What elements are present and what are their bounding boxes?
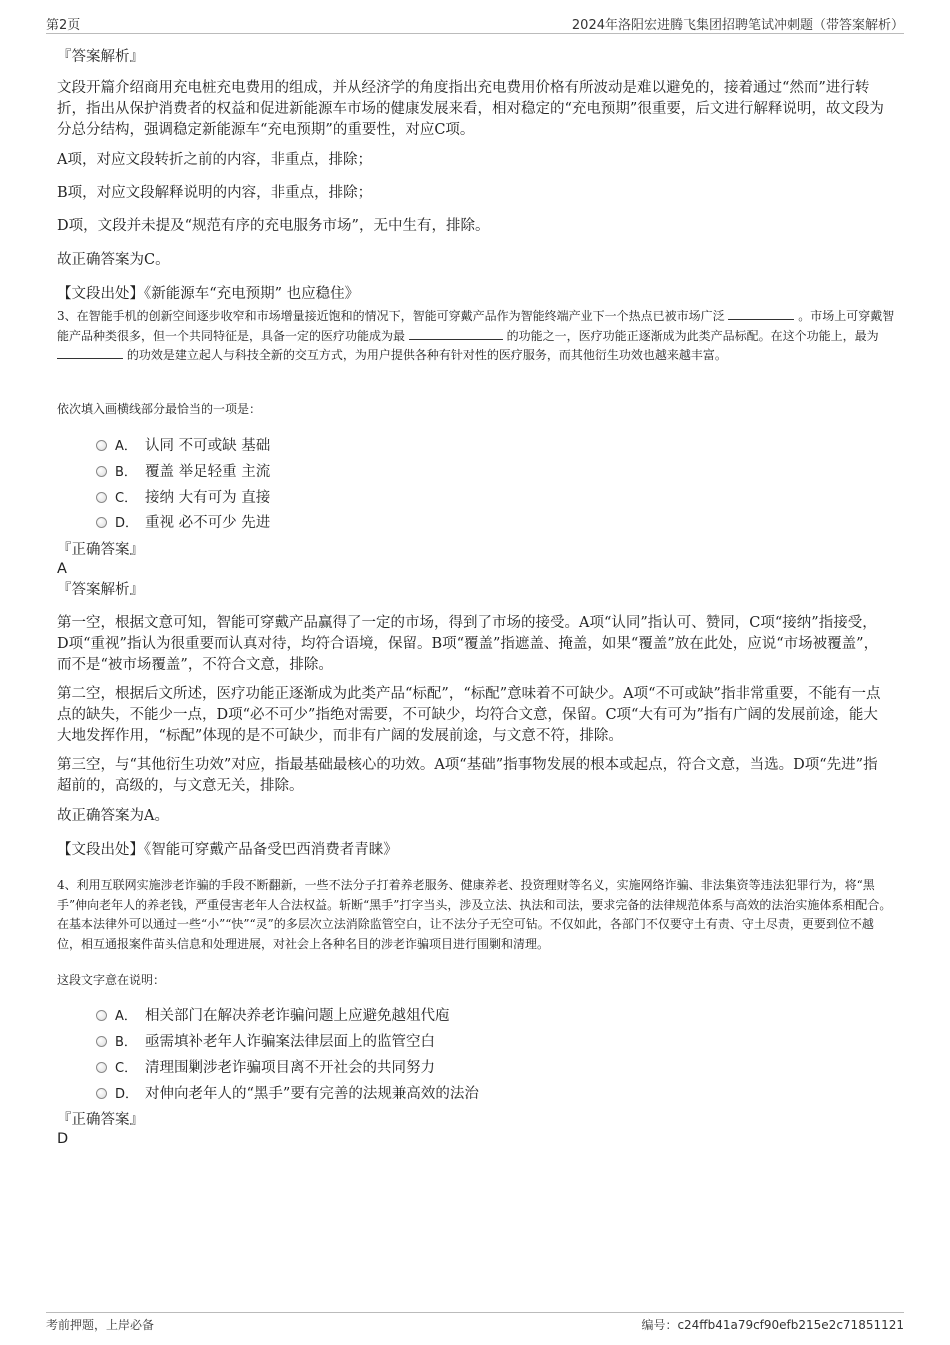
stem-text-3: 的功能之一，医疗功能正逐渐成为此类产品标配。在这个功能上，最为 — [506, 328, 879, 343]
option-a[interactable]: A． 认同 不可或缺 基础 — [96, 435, 270, 457]
question-stem — [57, 307, 895, 366]
footer-slogan: 考前押题，上岸必备 — [46, 1318, 155, 1332]
analysis-paragraph: 文段开篇介绍商用充电桩充电费用的组成，并从经济学的角度指出充电费用价格有所波动是难以避免的，接着通过“然而”进行转折，指出从保护消费者的权益和促进新能源车市场的健康发展来看，相对稳定的“充电预期”很重要，后文进行解释说明，故文段为分总分结构，强调稳定新能源车“充电预期”的重要性，对应C项。 — [57, 80, 884, 138]
conclusion: 故正确答案为C。 — [57, 252, 170, 268]
radio-icon[interactable] — [96, 492, 107, 503]
radio-icon[interactable] — [96, 517, 107, 528]
radio-icon[interactable] — [96, 1088, 107, 1099]
analysis-label: 『答案解析』 — [57, 49, 144, 65]
source-citation: 【文段出处】《智能可穿戴产品备受巴西消费者青睐》 — [57, 842, 398, 858]
option-d[interactable]: D． 对伸向老年人的“黑手”要有完善的法规兼高效的法治 — [96, 1083, 479, 1105]
option-c[interactable]: C． 接纳 大有可为 直接 — [96, 487, 270, 509]
option-b[interactable]: B． 覆盖 举足轻重 主流 — [96, 461, 270, 483]
question-prompt: 这段文字意在说明： — [57, 973, 166, 987]
option-c[interactable]: C． 清理围剿涉老诈骗项目离不开社会的共同努力 — [96, 1057, 435, 1079]
option-d[interactable]: D． 重视 必不可少 先进 — [96, 512, 270, 534]
document-title: 2024年洛阳宏进腾飞集团招聘笔试冲刺题（带答案解析） — [571, 18, 904, 33]
analysis-option-b: B项，对应文段解释说明的内容，非重点，排除； — [57, 185, 373, 201]
stem-text-4: 的功效是建立起人与科技全新的交互方式，为用户提供各种有针对性的医疗服务，而其他衍生功效也越来越丰富。 — [126, 348, 727, 362]
radio-icon[interactable] — [96, 1062, 107, 1073]
document-code: 编号：c24ffb41a79cf90efb215e2c71851121 — [641, 1318, 904, 1332]
answer-label: 『正确答案』 — [57, 542, 144, 558]
conclusion: 故正确答案为A。 — [57, 808, 169, 824]
stem-text-1: 3、在智能手机的创新空间逐步收窄和市场增量接近饱和的情况下，智能可穿戴产品作为智能终端产业下一个热点已被市场广泛 — [57, 309, 725, 323]
page-number: 第2页 — [46, 18, 81, 33]
analysis-label: 『答案解析』 — [57, 582, 144, 598]
analysis-option-d: D项，文段并未提及“规范有序的充电服务市场”，无中生有，排除。 — [57, 218, 490, 234]
correct-answer: A — [57, 561, 67, 577]
analysis-paragraph-3: 第三空，与“其他衍生功效”对应，指最基础最核心的功效。A项“基础”指事物发展的根本或起点，符合文意，当选。D项“先进”指超前的，高级的，与文意无关，排除。 — [57, 757, 878, 794]
analysis-option-a: A项，对应文段转折之前的内容，非重点，排除； — [57, 152, 372, 168]
page-footer — [46, 1312, 904, 1332]
blank-2 — [409, 328, 503, 340]
blank-3 — [57, 347, 123, 359]
stem-text-2: 。市场上可穿戴智能产品种类很多，但一个共同特征是，具备一定的医疗功能成为最 — [57, 309, 895, 343]
radio-icon[interactable] — [96, 440, 107, 451]
answer-label: 『正确答案』 — [57, 1112, 144, 1128]
question-prompt: 依次填入画横线部分最恰当的一项是： — [57, 402, 262, 416]
radio-icon[interactable] — [96, 1010, 107, 1021]
analysis-paragraph-1: 第一空，根据文意可知，智能可穿戴产品赢得了一定的市场，得到了市场的接受。A项“认同”指认可、赞同，C项“接纳”指接受，D项“重视”指认为很重要而认真对待，均符合语境，保留。B项“覆盖”指遮盖、掩盖，如果“覆盖”放在此处，应说“市场被覆盖”，而不是“被市场覆盖”，不符合文意，排除。 — [57, 615, 879, 673]
option-a[interactable]: A． 相关部门在解决养老诈骗问题上应避免越俎代庖 — [96, 1005, 450, 1027]
question-stem: 4、利用互联网实施涉老诈骗的手段不断翻新，一些不法分子打着养老服务、健康养老、投资理财等名义，实施网络诈骗、非法集资等违法犯罪行为，将“黑手”伸向老年人的养老钱，严重侵害老年人合法权益。斩断“黑手”打字当头，涉及立法、执法和司法，要求完备的法律规范体系与高效的法治实施体系相配合。在基本法律外可以通过一些“小”“快”“灵”的多层次立法消除监管空白，让不法分子无空可钻。不仅如此，各部门不仅要守土有责、守土尽责，更要到位不越位，相互通报案件苗头信息和处理进展，对社会上各种名目的涉老诈骗项目进行围剿和清理。 — [57, 878, 892, 951]
source-citation: 【文段出处】《新能源车“充电预期” 也应稳住》 — [57, 286, 360, 302]
page-header — [46, 12, 904, 34]
radio-icon[interactable] — [96, 1036, 107, 1047]
option-b[interactable]: B． 亟需填补老年人诈骗案法律层面上的监管空白 — [96, 1031, 435, 1053]
radio-icon[interactable] — [96, 466, 107, 477]
blank-1 — [728, 308, 794, 320]
analysis-paragraph-2: 第二空，根据后文所述，医疗功能正逐渐成为此类产品“标配”，“标配”意味着不可缺少。A项“不可或缺”指非常重要，不能有一点点的缺失，不能少一点，D项“必不可少”指绝对需要，不可缺少，均符合文意，保留。C项“大有可为”指有广阔的发展前途，能大大地发挥作用，“标配”体现的是不可缺少，而非有广阔的发展前途，与文意不符，排除。 — [57, 686, 881, 744]
correct-answer: D — [57, 1131, 69, 1147]
